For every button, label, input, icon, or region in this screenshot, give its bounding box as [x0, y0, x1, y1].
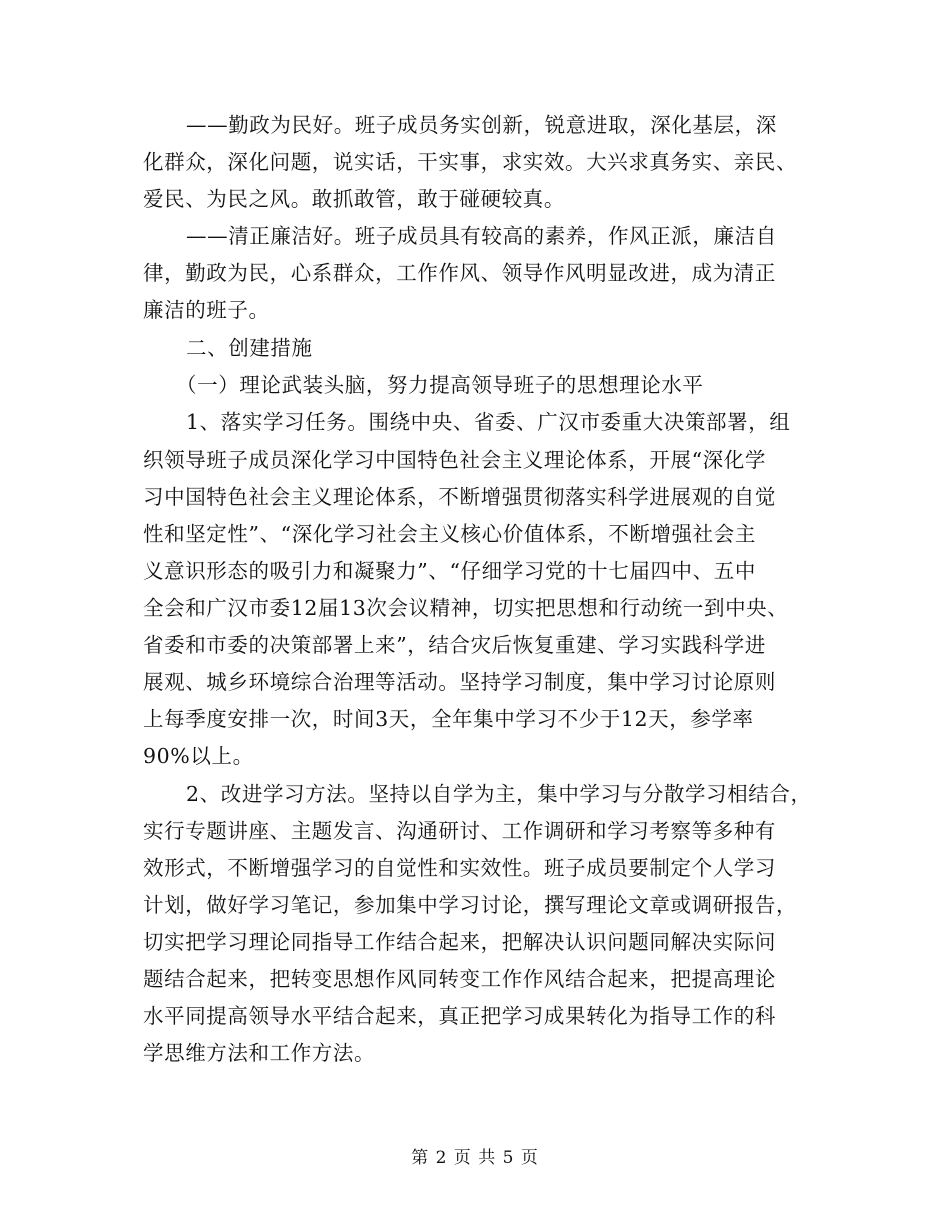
- paragraph-line: 效形式，不断增强学习的自觉性和实效性。班子成员要制定个人学习: [143, 856, 776, 880]
- paragraph-line: 切实把学习理论同指导工作结合起来，把解决认识问题同解决实际问: [143, 930, 776, 954]
- paragraph-line: 性和坚定性”、“深化学习社会主义核心价值体系，不断增强社会主: [143, 522, 756, 546]
- section-heading: 二、创建措施: [186, 336, 313, 360]
- paragraph-line: 学思维方法和工作方法。: [143, 1041, 376, 1065]
- paragraph-line: 2、改进学习方法。坚持以自学为主，集中学习与分散学习相结合，: [186, 782, 812, 806]
- paragraph-line: 全会和广汉市委12届13次会议精神，切实把思想和行动统一到中央、: [143, 596, 789, 620]
- paragraph-line: 实行专题讲座、主题发言、沟通研讨、工作调研和学习考察等多种有: [143, 819, 776, 843]
- paragraph-line: 1、落实学习任务。围绕中央、省委、广汉市委重大决策部署，组: [186, 410, 791, 434]
- paragraph-line: 省委和市委的决策部署上来”，结合灾后恢复重建、学习实践科学进: [143, 633, 766, 657]
- page-number-footer: 第 2 页 共 5 页: [411, 1148, 539, 1168]
- paragraph-line: ——清正廉洁好。班子成员具有较高的素养，作风正派，廉洁自: [186, 224, 777, 248]
- paragraph-line: 90%以上。: [143, 744, 254, 768]
- paragraph-line: 义意识形态的吸引力和凝聚力”、“仔细学习党的十七届四中、五中: [143, 559, 756, 583]
- paragraph-line: ——勤政为民好。班子成员务实创新，锐意进取，深化基层，深: [186, 113, 777, 137]
- paragraph-line: 计划，做好学习笔记，参加集中学习讨论，撰写理论文章或调研报告，: [143, 893, 798, 917]
- paragraph-line: 织领导班子成员深化学习中国特色社会主义理论体系，开展“深化学: [143, 448, 766, 472]
- paragraph-line: 题结合起来，把转变思想作风同转变工作作风结合起来，把提高理论: [143, 967, 776, 991]
- subsection-heading: （一）理论武装头脑，努力提高领导班子的思想理论水平: [176, 373, 704, 397]
- paragraph-line: 水平同提高领导水平结合起来，真正把学习成果转化为指导工作的科: [143, 1004, 776, 1028]
- paragraph-line: 律，勤政为民，心系群众，工作作风、领导作风明显改进，成为清正: [143, 261, 776, 285]
- paragraph-line: 上每季度安排一次，时间3天，全年集中学习不少于12天，参学率: [143, 707, 754, 731]
- paragraph-line: 爱民、为民之风。敢抓敢管，敢于碰硬较真。: [143, 187, 565, 211]
- paragraph-line: 展观、城乡环境综合治理等活动。坚持学习制度，集中学习讨论原则: [143, 670, 776, 694]
- paragraph-line: 廉洁的班子。: [143, 298, 270, 322]
- paragraph-line: 化群众，深化问题，说实话，干实事，求实效。大兴求真务实、亲民、: [143, 150, 798, 174]
- paragraph-line: 习中国特色社会主义理论体系，不断增强贯彻落实科学进展观的自觉: [143, 485, 776, 509]
